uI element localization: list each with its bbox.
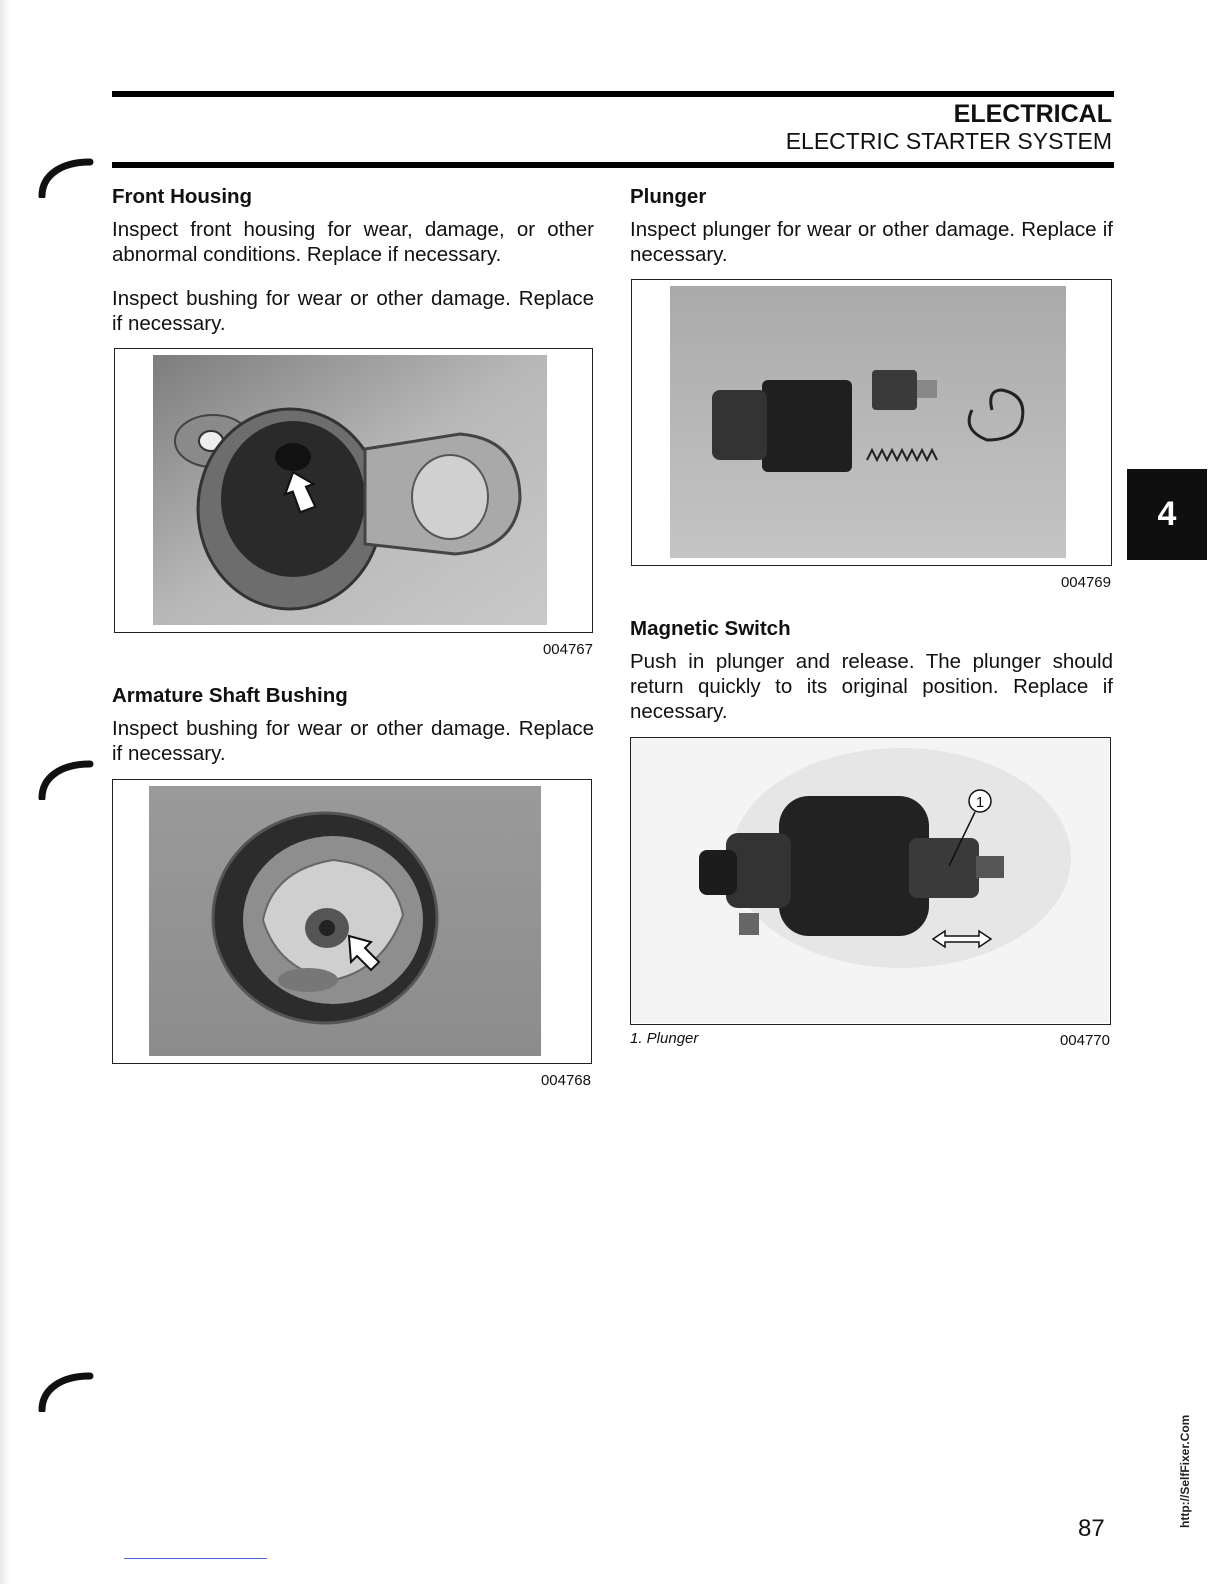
page-corner-mark (38, 158, 94, 198)
header-top-rule (112, 91, 1114, 97)
magnetic-switch-figure (630, 737, 1111, 1025)
callout-number: 1 (975, 794, 985, 811)
section-subtitle: ELECTRIC STARTER SYSTEM (785, 128, 1112, 154)
header-bottom-rule (112, 162, 1114, 168)
bottom-link-line (124, 1558, 267, 1559)
magnetic-switch-photo (631, 738, 1109, 1023)
front-housing-text: Inspect front housing for wear, damage, or other abnormal conditions. Replace if necessary. (112, 218, 594, 266)
front-housing-bushing-text: Inspect bushing for wear or other damage. Replace if necessary. (112, 287, 594, 335)
figure-code: 004767 (542, 641, 593, 658)
side-watermark-url: http://SelfFixer.Com (1178, 1414, 1192, 1528)
armature-figure (112, 779, 592, 1064)
figure-code: 004770 (1059, 1032, 1110, 1049)
plunger-heading: Plunger (630, 185, 707, 208)
page-corner-mark (38, 760, 94, 800)
figure-code: 004769 (1060, 574, 1111, 591)
magnetic-switch-text: Push in plunger and release. The plunger should return quickly to its original position. Replace if necessary. (630, 650, 1113, 723)
plunger-figure (631, 279, 1112, 566)
front-housing-photo (115, 349, 591, 631)
armature-photo (113, 780, 590, 1062)
figure-code: 004768 (540, 1072, 591, 1089)
front-housing-figure (114, 348, 593, 633)
plunger-text: Inspect plunger for wear or other damage. Replace if necessary. (630, 218, 1113, 266)
section-title: ELECTRICAL (953, 100, 1112, 128)
front-housing-heading: Front Housing (112, 185, 253, 208)
page-number: 87 (1078, 1515, 1105, 1542)
figure-caption: 1. Plunger (630, 1030, 699, 1047)
page-corner-mark (38, 1372, 94, 1412)
scan-left-edge (0, 0, 10, 1584)
armature-heading: Armature Shaft Bushing (112, 684, 348, 707)
plunger-photo (632, 280, 1110, 564)
chapter-tab: 4 (1127, 469, 1207, 560)
magnetic-switch-heading: Magnetic Switch (630, 617, 791, 640)
armature-text: Inspect bushing for wear or other damage. Replace if necessary. (112, 717, 594, 765)
